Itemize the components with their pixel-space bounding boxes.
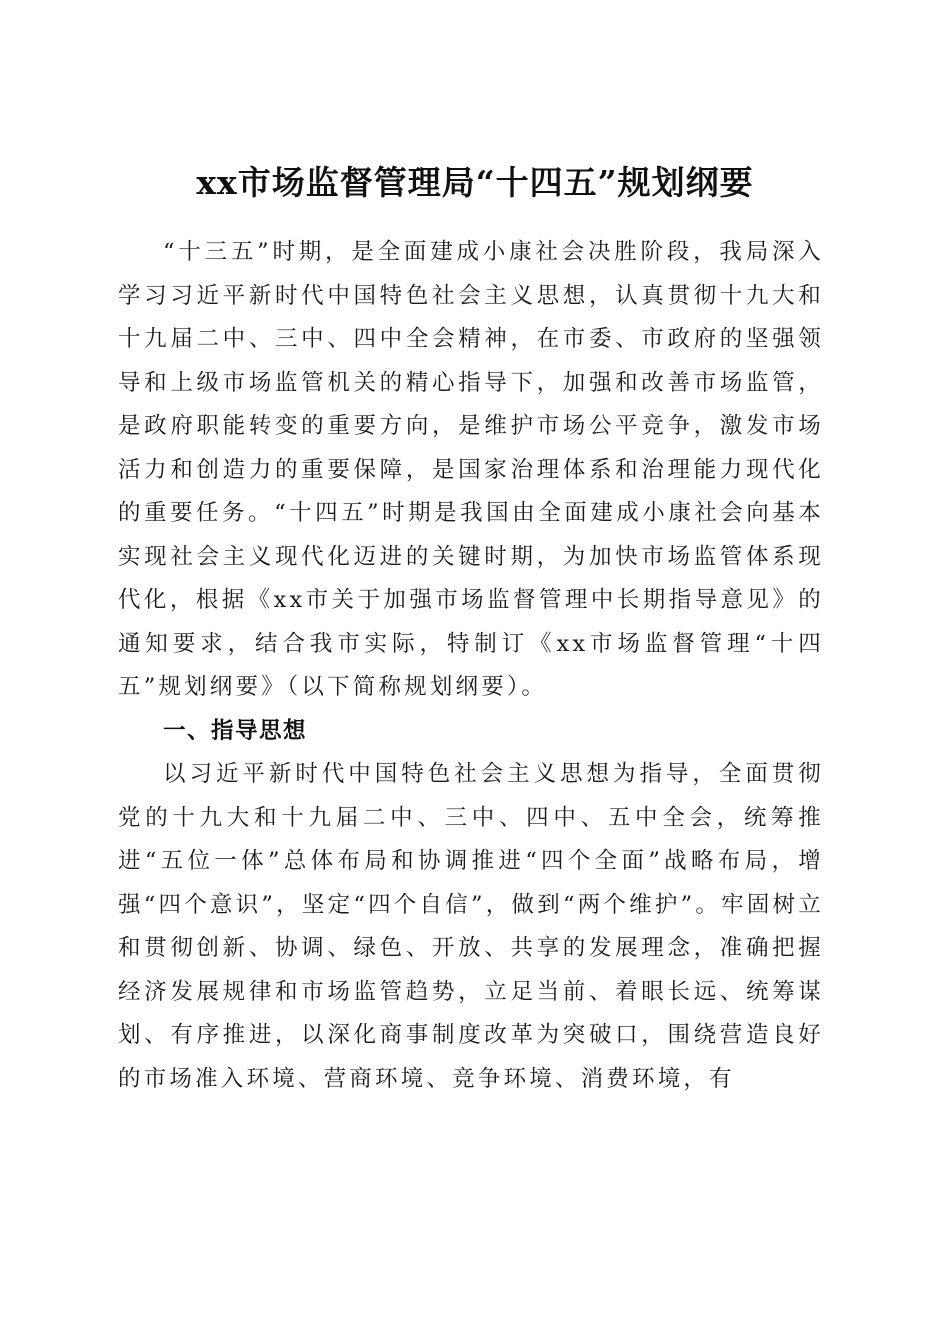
document-body	[118, 231, 824, 1101]
intro-paragraph: “十三五”时期，是全面建成小康社会决胜阶段，我局深入学习习近平新时代中国特色社会主义思想，认真贯彻十九大和十九届二中、三中、四中全会精神，在市委、市政府的坚强领导和上级市场监管机关的精心指导下，加强和改善市场监管，是政府职能转变的重要方向，是维护市场公平竞争，激发市场活力和创造力的重要保障，是国家治理体系和治理能力现代化的重要任务。“十四五”时期是我国由全面建成小康社会向基本实现社会主义现代化迈进的关键时期，为加快市场监管体系现代化，根据《xx市关于加强市场监督管理中长期指导意见》的通知要求，结合我市实际，特制订《xx市场监督管理“十四五”规划纲要》（以下简称规划纲要）。	[118, 239, 824, 700]
section-heading-guiding-ideology: 一、指导思想	[163, 717, 308, 744]
document-title: xx市场监督管理局“十四五”规划纲要	[196, 163, 754, 203]
guiding-ideology-paragraph: 以习近平新时代中国特色社会主义思想为指导，全面贯彻党的十九大和十九届二中、三中、四中、五中全会，统筹推进“五位一体”总体布局和协调推进“四个全面”战略布局，增强“四个意识”，坚定“四个自信”，做到“两个维护”。牢固树立和贯彻创新、协调、绿色、开放、共享的发展理念，准确把握经济发展规律和市场监管趋势，立足当前、着眼长远、统筹谋划、有序推进，以深化商事制度改革为突破口，围绕营造良好的市场准入环境、营商环境、竞争环境、消费环境，有	[118, 761, 824, 1092]
